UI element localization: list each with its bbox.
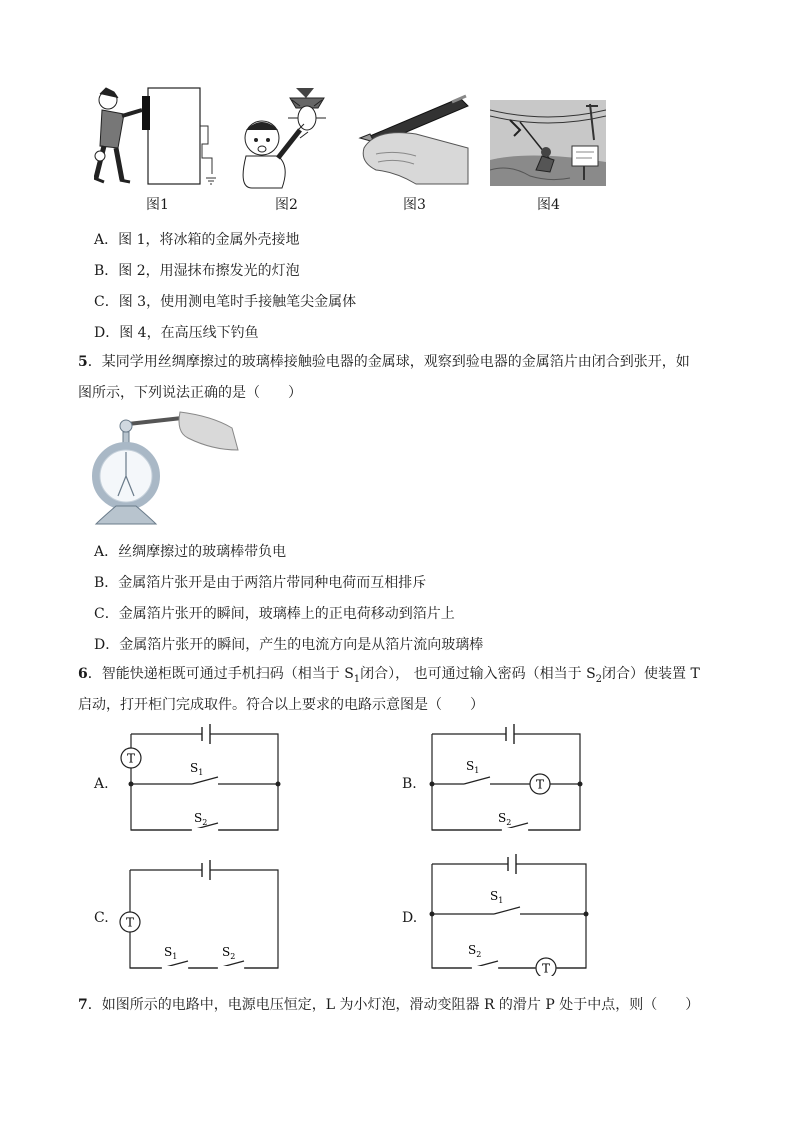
option-letter: C． — [94, 606, 119, 622]
switch-s1-label: $S_1$ — [164, 945, 178, 961]
circuit-a-letter[interactable]: A. — [94, 776, 109, 792]
option-letter: A． — [94, 232, 119, 248]
option-text: 丝绸摩擦过的玻璃棒带负电 — [118, 544, 287, 560]
question-number: 7 — [78, 997, 88, 1013]
q6-stem-text-1b: 闭合）， 也可通过输入密码（相当于 S — [360, 666, 596, 682]
option-text: 金属箔片张开的瞬间，产生的电流方向是从箔片流向玻璃棒 — [119, 637, 484, 653]
option-text: 金属箔片张开的瞬间，玻璃棒上的正电荷移动到箔片上 — [118, 606, 455, 622]
electroscope-image — [92, 410, 240, 528]
switch-s2-label: $S_2$ — [468, 943, 482, 959]
s2-subscript: 2 — [595, 673, 603, 685]
figure-3-label: 图3 — [403, 197, 426, 213]
figure-2-lamp-image — [234, 86, 342, 190]
device-t-label: T — [126, 751, 136, 766]
figure-4-fishing-image — [490, 100, 606, 186]
circuit-c-letter[interactable]: C. — [94, 910, 109, 926]
circuit-b-letter[interactable]: B. — [402, 776, 417, 792]
circuit-c-diagram[interactable] — [114, 856, 284, 972]
option-letter: B． — [94, 575, 119, 591]
device-t-label: T — [541, 961, 551, 976]
switch-s1-label: $S_1$ — [490, 889, 504, 905]
q6-stem-text-1a: ．智能快递柜既可通过手机扫码（相当于 S — [87, 666, 354, 682]
circuit-d-diagram[interactable] — [424, 850, 594, 976]
device-t-label: T — [535, 777, 545, 792]
s1-subscript: 1 — [353, 673, 361, 685]
option-text: 图 2，用湿抹布擦发光的灯泡 — [118, 263, 300, 279]
device-t-label: T — [125, 915, 135, 930]
q4-option-a[interactable] — [94, 229, 299, 249]
q5-option-b[interactable] — [94, 572, 426, 592]
q6-stem-text-1c: 闭合）使装置 T — [602, 666, 700, 682]
q5-stem-text-2: 图所示，下列说法正确的是（ ） — [78, 385, 302, 401]
option-letter: D． — [94, 637, 120, 653]
option-letter: D． — [94, 325, 120, 341]
question-number: 5 — [78, 354, 88, 370]
q7-stem-text-1: ．如图所示的电路中，电源电压恒定，L 为小灯泡，滑动变阻器 R 的滑片 P 处于中点，则（ ） — [87, 997, 700, 1013]
option-text: 图 1，将冰箱的金属外壳接地 — [118, 232, 300, 248]
option-letter: B． — [94, 263, 119, 279]
figure-2-label: 图2 — [275, 197, 298, 213]
q5-stem-line-1 — [78, 347, 690, 378]
option-letter: A． — [94, 544, 119, 560]
switch-s2-label: $S_2$ — [498, 811, 512, 827]
q7-stem-line-1 — [78, 990, 699, 1021]
q4-option-d[interactable] — [94, 322, 259, 342]
figure-3-test-pen-image — [356, 92, 474, 186]
option-text: 图 3，使用测电笔时手接触笔尖金属体 — [118, 294, 357, 310]
option-text: 金属箔片张开是由于两箔片带同种电荷而互相排斥 — [118, 575, 427, 591]
figure-4-label: 图4 — [537, 197, 560, 213]
circuit-d-letter[interactable]: D. — [402, 910, 418, 926]
switch-s2-label: $S_2$ — [222, 945, 236, 961]
q4-option-c[interactable] — [94, 291, 356, 311]
circuit-a-diagram[interactable] — [114, 724, 284, 836]
figure-1-label: 图1 — [146, 197, 169, 213]
q5-option-d[interactable] — [94, 634, 483, 654]
q6-stem-text-2: 启动，打开柜门完成取件。符合以上要求的电路示意图是（ ） — [78, 697, 484, 713]
circuit-b-diagram[interactable] — [424, 724, 588, 836]
switch-s1-label: $S_1$ — [466, 759, 480, 775]
option-text: 图 4，在高压线下钓鱼 — [119, 325, 259, 341]
q5-stem-text-1: ．某同学用丝绸摩擦过的玻璃棒接触验电器的金属球，观察到验电器的金属箔片由闭合到张开，如 — [87, 354, 690, 370]
q5-option-c[interactable] — [94, 603, 455, 623]
figure-1-refrigerator-image — [94, 86, 218, 190]
q4-option-b[interactable] — [94, 260, 300, 280]
switch-s2-label: $S_2$ — [194, 811, 208, 827]
option-letter: C． — [94, 294, 119, 310]
switch-s1-label: $S_1$ — [190, 761, 204, 777]
question-number: 6 — [78, 666, 88, 682]
q5-option-a[interactable] — [94, 541, 286, 561]
